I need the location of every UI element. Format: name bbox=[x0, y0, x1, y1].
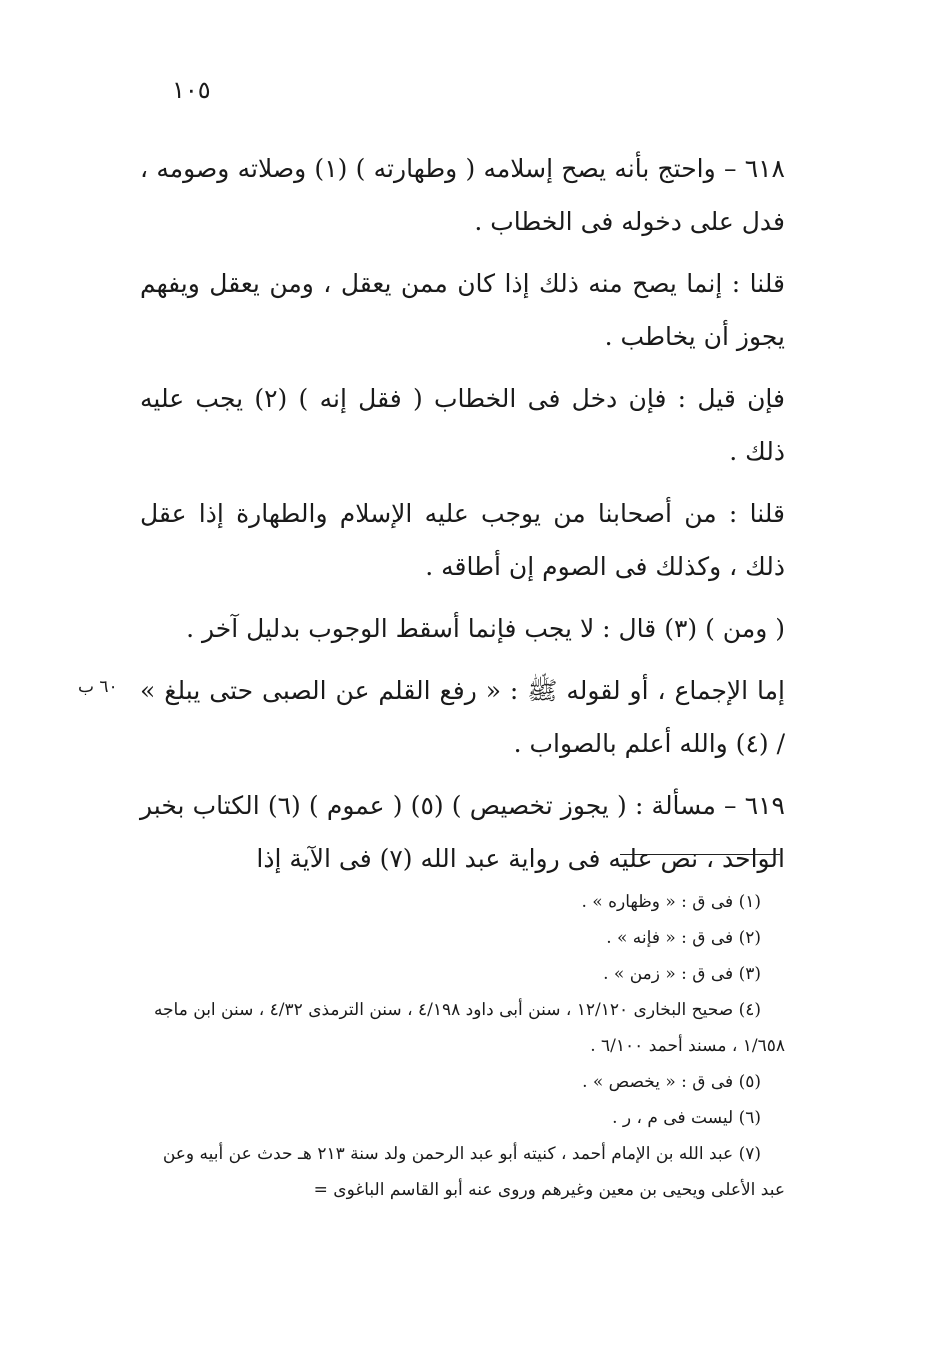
footnote-7: (٧) عبد الله بن الإمام أحمد ، كنيته أبو عبد الرحمن ولد سنة ٢١٣ هـ حدث عن أبيه وعن عبد الأعلى ويحيى بن معين وغيرهم وروى عنه أبو القاسم الباغوى = bbox=[162, 1144, 785, 1200]
main-text bbox=[140, 142, 785, 894]
paragraph-reply-2: قلنا : من أصحابنا من يوجب عليه الإسلام والطهارة إذا عقل ذلك ، وكذلك فى الصوم إن أطاقه . bbox=[140, 499, 785, 581]
footnotes bbox=[140, 884, 785, 1208]
footnote-3: (٣) فى ق : « زمن » . bbox=[603, 964, 761, 984]
paragraph-hadith: إما الإجماع ، أو لقوله ﷺ : « رفع القلم عن الصبى حتى يبلغ » / (٤) والله أعلم بالصواب . bbox=[140, 676, 785, 758]
footnote-4: (٤) صحيح البخارى ١٢/١٢٠ ، سنن أبى داود ٤/١٩٨ ، سنن الترمذى ٤/٣٢ ، سنن ابن ماجه ١/٦٥٨ ، مسند أحمد ٦/١٠٠ . bbox=[153, 1000, 785, 1056]
paragraph-619: ٦١٩ – مسألة : ( يجوز تخصيص ) (٥) ( عموم ) (٦) الكتاب بخبر الواحد ، نص عليه فى رواية عبد الله (٧) فى الآية إذا bbox=[140, 791, 785, 873]
margin-note: ٦٠ ب bbox=[78, 677, 118, 697]
paragraph-other-view: ( ومن ) (٣) قال : لا يجب فإنما أسقط الوجوب بدليل آخر . bbox=[186, 614, 785, 643]
footnote-1: (١) فى ق : « وظهاره » . bbox=[581, 892, 761, 912]
paragraph-objection: فإن قيل : فإن دخل فى الخطاب ( فقل إنه ) (٢) يجب عليه ذلك . bbox=[140, 384, 786, 466]
footnote-5: (٥) فى ق : « يخصص » . bbox=[582, 1072, 761, 1092]
paragraph-reply-1: قلنا : إنما يصح منه ذلك إذا كان ممن يعقل ، ومن يعقل ويفهم يجوز أن يخاطب . bbox=[140, 269, 785, 351]
footnote-divider bbox=[620, 854, 780, 855]
page-number: ١٠٥ bbox=[172, 76, 211, 104]
paragraph-618: ٦١٨ – واحتج بأنه يصح إسلامه ( وطهارته ) (١) وصلاته وصومه ، فدل على دخوله فى الخطاب . bbox=[140, 154, 785, 236]
footnote-6: (٦) ليست فى م ، ر . bbox=[612, 1108, 761, 1128]
footnote-2: (٢) فى ق : « فإنه » . bbox=[606, 928, 761, 948]
